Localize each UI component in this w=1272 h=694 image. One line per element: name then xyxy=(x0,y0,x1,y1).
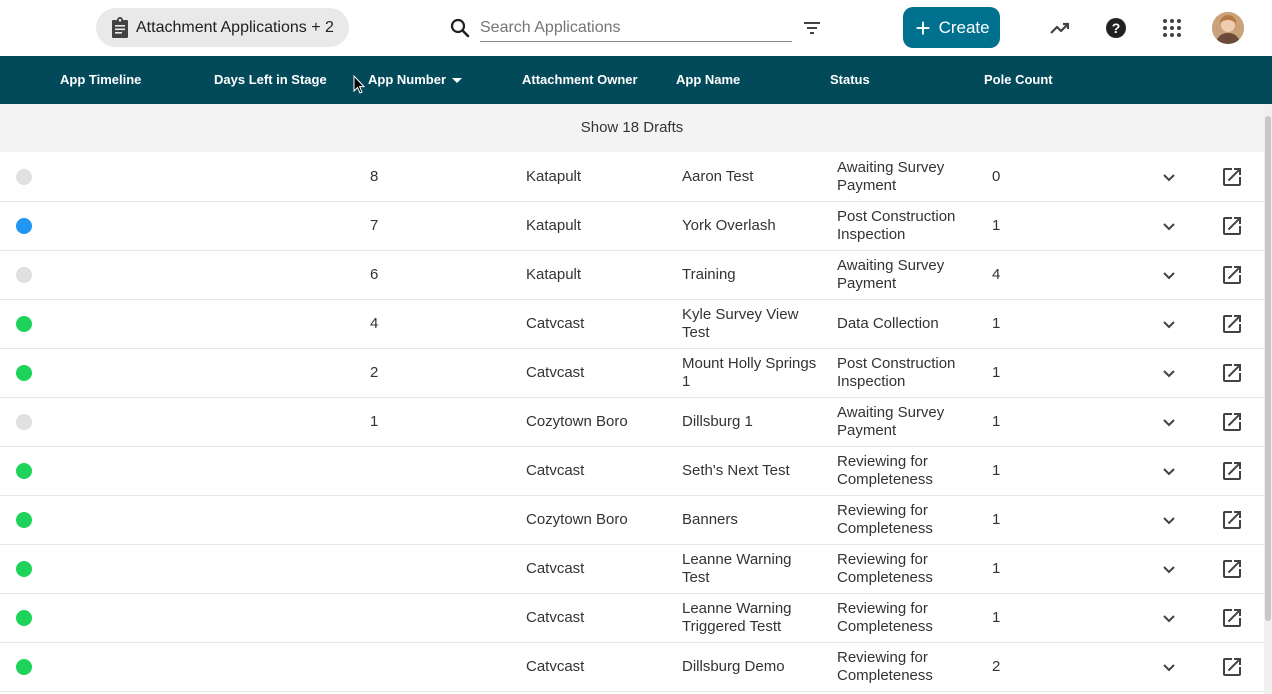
app-name-cell: Aaron Test xyxy=(682,168,754,185)
status-cell: Reviewing for Completeness xyxy=(837,649,933,684)
app-name-cell: Leanne Warning Test xyxy=(682,551,792,586)
filter-icon[interactable] xyxy=(800,16,824,40)
app-number-cell: 2 xyxy=(370,364,379,381)
column-app-number-label: App Number xyxy=(368,72,446,87)
open-in-new-icon[interactable] xyxy=(1220,263,1244,287)
attachment-owner-cell: Catvcast xyxy=(526,609,585,626)
expand-chevron-icon[interactable] xyxy=(1157,557,1181,581)
table-row[interactable] xyxy=(0,251,1264,300)
pole-count-cell: 1 xyxy=(992,217,1001,234)
table-row[interactable] xyxy=(0,643,1264,692)
column-pole-count[interactable]: Pole Count xyxy=(984,72,1053,87)
pole-count-cell: 1 xyxy=(992,609,1001,626)
clipboard-icon xyxy=(110,17,130,39)
attachment-owner-cell: Cozytown Boro xyxy=(526,413,628,430)
open-in-new-icon[interactable] xyxy=(1220,655,1244,679)
app-name-cell: Dillsburg 1 xyxy=(682,413,753,430)
app-name-cell: Training xyxy=(682,266,736,283)
attachment-owner-cell: Catvcast xyxy=(526,315,585,332)
expand-chevron-icon[interactable] xyxy=(1157,508,1181,532)
expand-chevron-icon[interactable] xyxy=(1157,214,1181,238)
create-button[interactable] xyxy=(903,7,1000,48)
attachment-owner-cell: Cozytown Boro xyxy=(526,511,628,528)
attachment-owner-cell: Katapult xyxy=(526,217,582,234)
app-name-cell: York Overlash xyxy=(682,217,776,234)
create-label: Create xyxy=(938,17,990,37)
app-name-cell: Banners xyxy=(682,511,738,528)
help-icon[interactable] xyxy=(1104,16,1128,40)
app-number-cell: 4 xyxy=(370,315,379,332)
timeline-status-dot xyxy=(16,267,32,283)
expand-chevron-icon[interactable] xyxy=(1157,410,1181,434)
timeline-status-dot xyxy=(16,463,32,479)
pole-count-cell: 2 xyxy=(992,658,1001,675)
app-type-chip[interactable] xyxy=(96,8,349,47)
show-drafts-button[interactable]: Show 18 Drafts xyxy=(0,104,1264,152)
apps-grid-icon[interactable] xyxy=(1160,16,1184,40)
column-attachment-owner[interactable]: Attachment Owner xyxy=(522,72,638,87)
timeline-status-dot xyxy=(16,365,32,381)
app-number-cell: 6 xyxy=(370,266,379,283)
pole-count-cell: 0 xyxy=(992,168,1001,185)
expand-chevron-icon[interactable] xyxy=(1157,312,1181,336)
status-cell: Reviewing for Completeness xyxy=(837,502,933,537)
pole-count-cell: 1 xyxy=(992,315,1001,332)
status-cell: Post Construction Inspection xyxy=(837,208,956,243)
timeline-status-dot xyxy=(16,512,32,528)
open-in-new-icon[interactable] xyxy=(1220,606,1244,630)
status-cell: Awaiting Survey Payment xyxy=(837,257,945,292)
timeline-status-dot xyxy=(16,218,32,234)
open-in-new-icon[interactable] xyxy=(1220,214,1244,238)
status-cell: Reviewing for Completeness xyxy=(837,551,933,586)
table-row[interactable] xyxy=(0,202,1264,251)
status-cell: Reviewing for Completeness xyxy=(837,453,933,488)
attachment-owner-cell: Catvcast xyxy=(526,658,585,675)
table-row[interactable] xyxy=(0,153,1264,202)
open-in-new-icon[interactable] xyxy=(1220,165,1244,189)
status-cell: Data Collection xyxy=(837,315,939,332)
table-row[interactable] xyxy=(0,545,1264,594)
column-days-left[interactable]: Days Left in Stage xyxy=(214,72,327,87)
pole-count-cell: 1 xyxy=(992,364,1001,381)
status-cell: Post Construction Inspection xyxy=(837,355,956,390)
pole-count-cell: 1 xyxy=(992,560,1001,577)
pole-count-cell: 1 xyxy=(992,462,1001,479)
timeline-status-dot xyxy=(16,659,32,675)
chip-label: Attachment Applications + 2 xyxy=(136,18,334,36)
status-cell: Reviewing for Completeness xyxy=(837,600,933,635)
column-status[interactable]: Status xyxy=(830,72,870,87)
timeline-status-dot xyxy=(16,414,32,430)
table-header xyxy=(0,56,1272,104)
app-name-cell: Seth's Next Test xyxy=(682,462,790,479)
table-row[interactable] xyxy=(0,594,1264,643)
top-bar xyxy=(0,0,1272,56)
status-cell: Awaiting Survey Payment xyxy=(837,404,945,439)
search-input[interactable] xyxy=(480,15,792,42)
timeline-status-dot xyxy=(16,316,32,332)
timeline-status-dot xyxy=(16,169,32,185)
plus-icon: + xyxy=(915,12,931,43)
attachment-owner-cell: Catvcast xyxy=(526,364,585,381)
open-in-new-icon[interactable] xyxy=(1220,312,1244,336)
open-in-new-icon[interactable] xyxy=(1220,410,1244,434)
avatar[interactable] xyxy=(1212,12,1244,44)
mouse-cursor-icon xyxy=(353,75,365,95)
trending-up-icon[interactable] xyxy=(1048,16,1072,40)
expand-chevron-icon[interactable] xyxy=(1157,361,1181,385)
column-app-number[interactable] xyxy=(368,56,462,104)
open-in-new-icon[interactable] xyxy=(1220,508,1244,532)
column-app-timeline[interactable]: App Timeline xyxy=(60,72,142,87)
expand-chevron-icon[interactable] xyxy=(1157,655,1181,679)
app-name-cell: Kyle Survey View Test xyxy=(682,306,799,341)
pole-count-cell: 4 xyxy=(992,266,1001,283)
open-in-new-icon[interactable] xyxy=(1220,361,1244,385)
table-row[interactable] xyxy=(0,349,1264,398)
table-row[interactable] xyxy=(0,447,1264,496)
sort-desc-icon xyxy=(452,78,462,83)
pole-count-cell: 1 xyxy=(992,511,1001,528)
app-name-cell: Mount Holly Springs 1 xyxy=(682,355,817,390)
app-name-cell: Leanne Warning Triggered Testt xyxy=(682,600,792,635)
app-number-cell: 7 xyxy=(370,217,379,234)
expand-chevron-icon[interactable] xyxy=(1157,263,1181,287)
table-row[interactable] xyxy=(0,398,1264,447)
table-row[interactable] xyxy=(0,496,1264,545)
timeline-status-dot xyxy=(16,561,32,577)
app-number-cell: 1 xyxy=(370,413,379,430)
status-cell: Awaiting Survey Payment xyxy=(837,159,945,194)
pole-count-cell: 1 xyxy=(992,413,1001,430)
search-icon xyxy=(448,16,472,40)
table-row[interactable] xyxy=(0,300,1264,349)
attachment-owner-cell: Katapult xyxy=(526,168,582,185)
app-name-cell: Dillsburg Demo xyxy=(682,658,785,675)
expand-chevron-icon[interactable] xyxy=(1157,459,1181,483)
expand-chevron-icon[interactable] xyxy=(1157,606,1181,630)
attachment-owner-cell: Catvcast xyxy=(526,560,585,577)
open-in-new-icon[interactable] xyxy=(1220,557,1244,581)
attachment-owner-cell: Catvcast xyxy=(526,462,585,479)
app-number-cell: 8 xyxy=(370,168,379,185)
svg-text:?: ? xyxy=(1111,20,1121,36)
column-app-name[interactable]: App Name xyxy=(676,72,741,87)
scrollbar-thumb[interactable] xyxy=(1265,116,1271,621)
expand-chevron-icon[interactable] xyxy=(1157,165,1181,189)
applications-table-body xyxy=(0,153,1264,692)
open-in-new-icon[interactable] xyxy=(1220,459,1244,483)
timeline-status-dot xyxy=(16,610,32,626)
attachment-owner-cell: Katapult xyxy=(526,266,582,283)
